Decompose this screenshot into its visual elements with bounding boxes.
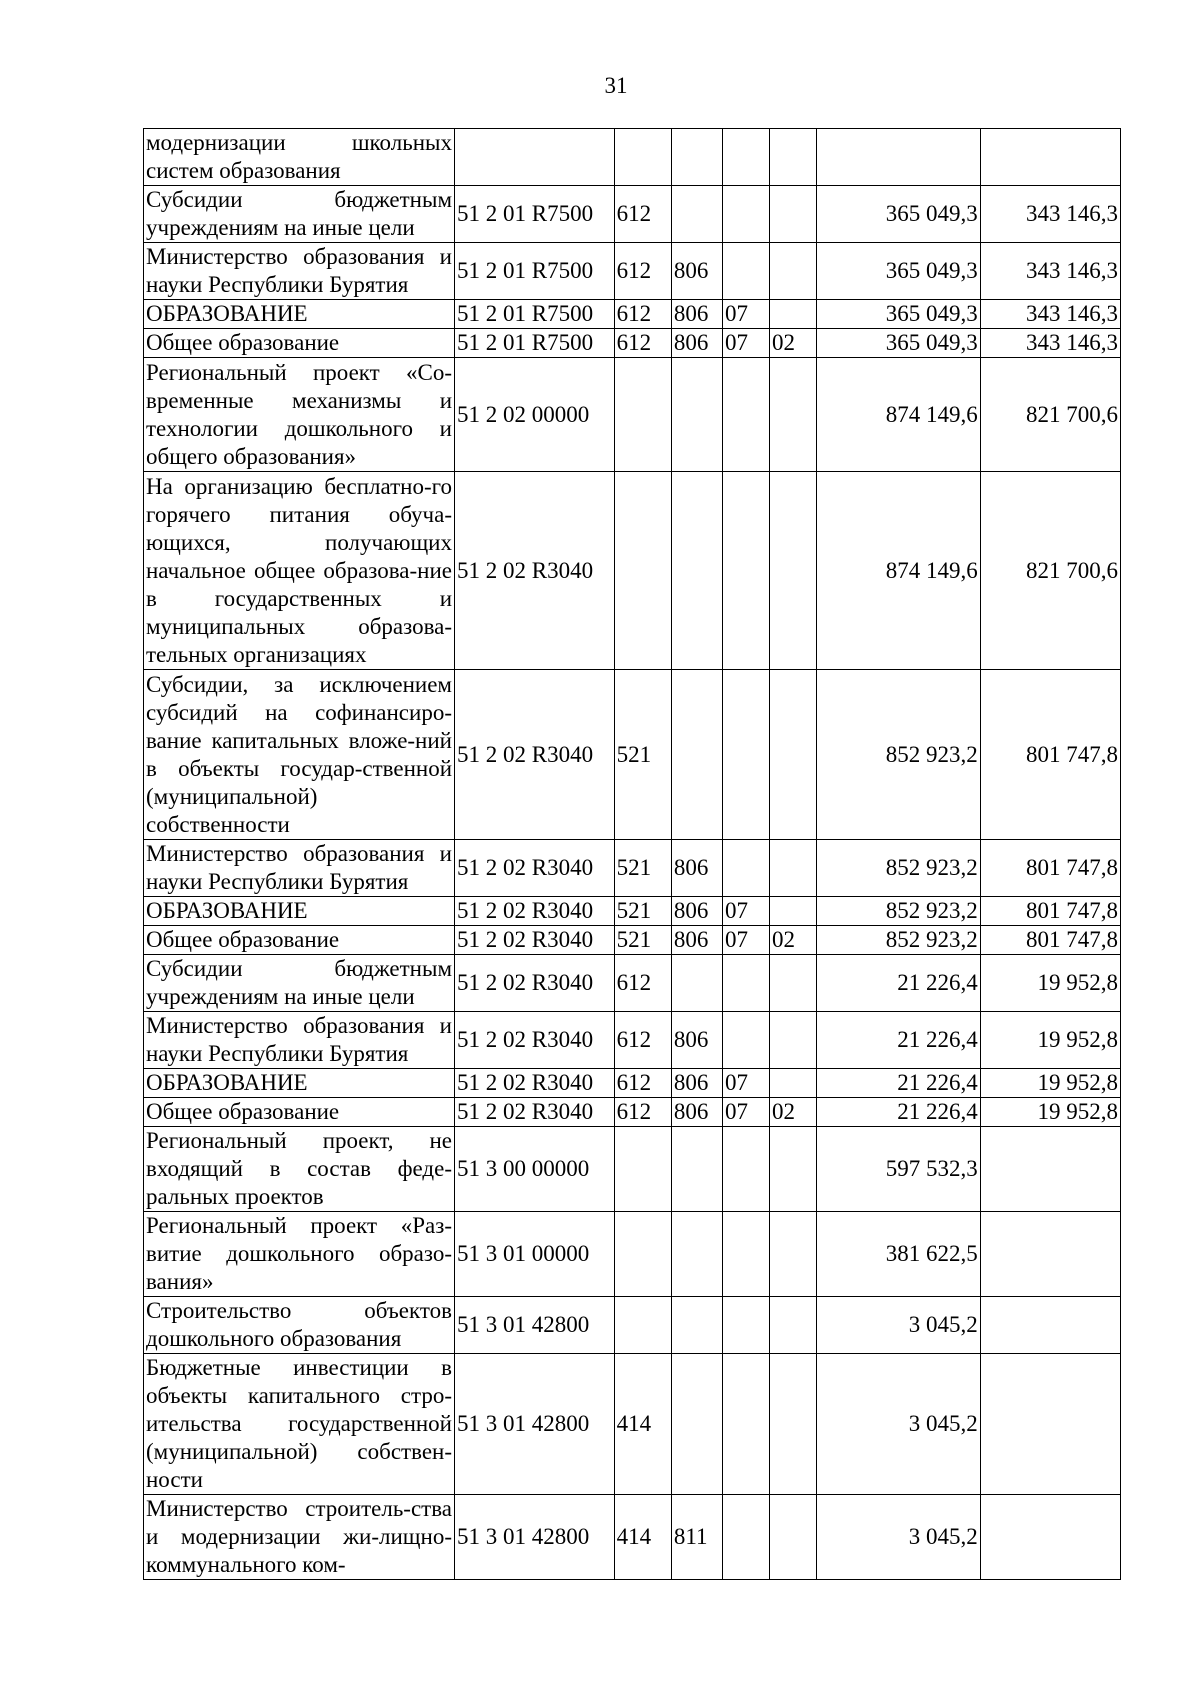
- row-sum-1: 365 049,3: [817, 186, 981, 243]
- row-name: ОБРАЗОВАНИЕ: [144, 1069, 455, 1098]
- table-row: [144, 300, 1121, 329]
- table-row: [144, 1098, 1121, 1127]
- row-sum-2: 343 146,3: [980, 186, 1120, 243]
- row-pr: [770, 1012, 817, 1069]
- row-vr: 612: [614, 300, 671, 329]
- row-vr: [614, 1297, 671, 1354]
- row-grbs: [671, 1212, 722, 1297]
- row-name: Субсидии, за исключением субсидий на софинансиро-вание капитальных вложе-ний в объекты государ-ственной (муниципальной) собственности: [144, 670, 455, 840]
- row-vr: 612: [614, 329, 671, 358]
- row-name: Министерство образования и науки Республики Бурятия: [144, 840, 455, 897]
- row-vr: 521: [614, 840, 671, 897]
- row-vr: 414: [614, 1354, 671, 1495]
- row-grbs: 811: [671, 1495, 722, 1580]
- row-vr: [614, 472, 671, 670]
- row-sum-2: 801 747,8: [980, 897, 1120, 926]
- row-code: 51 2 02 R3040: [455, 926, 615, 955]
- row-code: 51 2 02 R3040: [455, 1098, 615, 1127]
- table-row: [144, 1212, 1121, 1297]
- row-pr: [770, 840, 817, 897]
- row-sum-1: 852 923,2: [817, 926, 981, 955]
- table-row: [144, 1495, 1121, 1580]
- row-sum-1: 365 049,3: [817, 300, 981, 329]
- row-rz: [723, 840, 770, 897]
- row-grbs: [671, 358, 722, 472]
- row-name: На организацию бесплатно-го горячего питания обуча-ющихся, получающих начальное общее образова-ние в государственных и муниципальных образова-тельных организациях: [144, 472, 455, 670]
- row-pr: 02: [770, 329, 817, 358]
- row-pr: [770, 1495, 817, 1580]
- row-code: 51 2 01 R7500: [455, 243, 615, 300]
- row-sum-1: 381 622,5: [817, 1212, 981, 1297]
- row-grbs: [671, 129, 722, 186]
- row-rz: [723, 1354, 770, 1495]
- row-rz: 07: [723, 300, 770, 329]
- row-pr: [770, 1212, 817, 1297]
- row-name: Министерство строитель-ства и модернизации жи-лищно-коммунального ком-: [144, 1495, 455, 1580]
- row-code: 51 2 02 R3040: [455, 840, 615, 897]
- row-sum-1: 3 045,2: [817, 1495, 981, 1580]
- row-vr: [614, 129, 671, 186]
- row-sum-2: 19 952,8: [980, 1098, 1120, 1127]
- row-vr: [614, 1212, 671, 1297]
- page-number: 31: [604, 73, 628, 98]
- table-row: [144, 1012, 1121, 1069]
- row-grbs: 806: [671, 897, 722, 926]
- row-vr: 612: [614, 243, 671, 300]
- row-name: ОБРАЗОВАНИЕ: [144, 897, 455, 926]
- row-pr: [770, 1297, 817, 1354]
- row-sum-1: 21 226,4: [817, 1069, 981, 1098]
- row-sum-1: 852 923,2: [817, 840, 981, 897]
- row-pr: [770, 243, 817, 300]
- row-sum-2: [980, 1127, 1120, 1212]
- row-code: 51 3 01 42800: [455, 1297, 615, 1354]
- row-sum-2: 821 700,6: [980, 358, 1120, 472]
- row-name: Общее образование: [144, 329, 455, 358]
- row-sum-2: 343 146,3: [980, 329, 1120, 358]
- table-row: [144, 926, 1121, 955]
- row-name: Региональный проект «Со-временные механизмы и технологии дошкольного и общего образования»: [144, 358, 455, 472]
- row-rz: 07: [723, 1069, 770, 1098]
- row-sum-1: 21 226,4: [817, 1012, 981, 1069]
- row-sum-1: 365 049,3: [817, 329, 981, 358]
- row-sum-2: 801 747,8: [980, 670, 1120, 840]
- row-name: Субсидии бюджетным учреждениям на иные цели: [144, 186, 455, 243]
- row-rz: 07: [723, 926, 770, 955]
- row-sum-2: 19 952,8: [980, 955, 1120, 1012]
- row-name: ОБРАЗОВАНИЕ: [144, 300, 455, 329]
- row-grbs: [671, 670, 722, 840]
- row-rz: [723, 1127, 770, 1212]
- row-name: Строительство объектов дошкольного образования: [144, 1297, 455, 1354]
- row-code: 51 2 01 R7500: [455, 186, 615, 243]
- row-sum-2: 801 747,8: [980, 840, 1120, 897]
- row-pr: [770, 670, 817, 840]
- row-sum-2: [980, 129, 1120, 186]
- row-grbs: 806: [671, 840, 722, 897]
- row-name: Общее образование: [144, 1098, 455, 1127]
- row-sum-1: [817, 129, 981, 186]
- row-code: 51 3 01 42800: [455, 1495, 615, 1580]
- row-grbs: [671, 955, 722, 1012]
- table-row: [144, 1297, 1121, 1354]
- row-grbs: [671, 1127, 722, 1212]
- row-vr: 414: [614, 1495, 671, 1580]
- row-grbs: 806: [671, 243, 722, 300]
- table-row: [144, 472, 1121, 670]
- row-rz: 07: [723, 897, 770, 926]
- row-vr: 612: [614, 955, 671, 1012]
- table-row: [144, 329, 1121, 358]
- row-code: 51 2 02 R3040: [455, 670, 615, 840]
- table-body: [144, 129, 1121, 1580]
- row-sum-1: 597 532,3: [817, 1127, 981, 1212]
- row-rz: [723, 1495, 770, 1580]
- row-pr: [770, 300, 817, 329]
- table-row: [144, 955, 1121, 1012]
- row-grbs: 806: [671, 300, 722, 329]
- row-sum-1: 874 149,6: [817, 358, 981, 472]
- row-code: 51 3 01 00000: [455, 1212, 615, 1297]
- row-name: Бюджетные инвестиции в объекты капитального стро-ительства государственной (муниципальной) собствен-ности: [144, 1354, 455, 1495]
- row-sum-2: [980, 1495, 1120, 1580]
- row-grbs: 806: [671, 1098, 722, 1127]
- row-vr: 612: [614, 1098, 671, 1127]
- row-sum-2: [980, 1297, 1120, 1354]
- table-row: [144, 897, 1121, 926]
- row-sum-2: 343 146,3: [980, 300, 1120, 329]
- row-code: 51 2 01 R7500: [455, 300, 615, 329]
- row-vr: 612: [614, 186, 671, 243]
- row-sum-2: 821 700,6: [980, 472, 1120, 670]
- row-grbs: [671, 472, 722, 670]
- row-code: 51 2 02 00000: [455, 358, 615, 472]
- row-rz: [723, 243, 770, 300]
- row-sum-1: 3 045,2: [817, 1297, 981, 1354]
- row-sum-1: 365 049,3: [817, 243, 981, 300]
- row-code: 51 2 02 R3040: [455, 1069, 615, 1098]
- row-grbs: [671, 186, 722, 243]
- row-name: Общее образование: [144, 926, 455, 955]
- row-rz: [723, 129, 770, 186]
- row-code: 51 3 01 42800: [455, 1354, 615, 1495]
- row-pr: [770, 1069, 817, 1098]
- table-row: [144, 186, 1121, 243]
- row-name: Субсидии бюджетным учреждениям на иные цели: [144, 955, 455, 1012]
- row-name: Министерство образования и науки Республики Бурятия: [144, 1012, 455, 1069]
- row-code: 51 2 02 R3040: [455, 955, 615, 1012]
- table-row: [144, 1354, 1121, 1495]
- row-vr: 521: [614, 897, 671, 926]
- row-sum-1: 874 149,6: [817, 472, 981, 670]
- row-rz: [723, 1297, 770, 1354]
- row-vr: [614, 1127, 671, 1212]
- row-vr: 521: [614, 926, 671, 955]
- row-grbs: [671, 1297, 722, 1354]
- row-code: 51 2 02 R3040: [455, 897, 615, 926]
- row-sum-2: 801 747,8: [980, 926, 1120, 955]
- table-row: [144, 243, 1121, 300]
- row-vr: 612: [614, 1069, 671, 1098]
- row-sum-1: 852 923,2: [817, 897, 981, 926]
- table-row: [144, 1069, 1121, 1098]
- row-rz: [723, 670, 770, 840]
- row-grbs: [671, 1354, 722, 1495]
- row-pr: 02: [770, 1098, 817, 1127]
- row-sum-2: 19 952,8: [980, 1012, 1120, 1069]
- row-sum-1: 21 226,4: [817, 955, 981, 1012]
- row-name: Региональный проект, не входящий в состав феде-ральных проектов: [144, 1127, 455, 1212]
- row-sum-1: 3 045,2: [817, 1354, 981, 1495]
- row-code: 51 3 00 00000: [455, 1127, 615, 1212]
- row-grbs: 806: [671, 1069, 722, 1098]
- row-pr: [770, 1127, 817, 1212]
- row-sum-1: 21 226,4: [817, 1098, 981, 1127]
- row-grbs: 806: [671, 926, 722, 955]
- row-grbs: 806: [671, 329, 722, 358]
- row-pr: [770, 472, 817, 670]
- row-rz: [723, 472, 770, 670]
- row-sum-2: [980, 1212, 1120, 1297]
- row-rz: [723, 955, 770, 1012]
- row-pr: [770, 897, 817, 926]
- row-pr: [770, 1354, 817, 1495]
- row-pr: 02: [770, 926, 817, 955]
- row-sum-1: 852 923,2: [817, 670, 981, 840]
- table-row: [144, 129, 1121, 186]
- table-row: [144, 670, 1121, 840]
- row-rz: [723, 1212, 770, 1297]
- row-rz: [723, 186, 770, 243]
- row-rz: [723, 1012, 770, 1069]
- table-row: [144, 840, 1121, 897]
- row-sum-2: 19 952,8: [980, 1069, 1120, 1098]
- row-pr: [770, 358, 817, 472]
- table-row: [144, 358, 1121, 472]
- row-name: Министерство образования и науки Республики Бурятия: [144, 243, 455, 300]
- row-code: 51 2 01 R7500: [455, 329, 615, 358]
- row-sum-2: 343 146,3: [980, 243, 1120, 300]
- table-row: [144, 1127, 1121, 1212]
- row-sum-2: [980, 1354, 1120, 1495]
- budget-table: [143, 128, 1121, 1580]
- row-vr: [614, 358, 671, 472]
- row-code: 51 2 02 R3040: [455, 472, 615, 670]
- row-vr: 521: [614, 670, 671, 840]
- row-code: 51 2 02 R3040: [455, 1012, 615, 1069]
- row-code: [455, 129, 615, 186]
- row-rz: 07: [723, 329, 770, 358]
- row-grbs: 806: [671, 1012, 722, 1069]
- row-name: модернизации школьных систем образования: [144, 129, 455, 186]
- row-rz: [723, 358, 770, 472]
- row-name: Региональный проект «Раз-витие дошкольного образо-вания»: [144, 1212, 455, 1297]
- row-vr: 612: [614, 1012, 671, 1069]
- row-pr: [770, 186, 817, 243]
- row-rz: 07: [723, 1098, 770, 1127]
- row-pr: [770, 955, 817, 1012]
- row-pr: [770, 129, 817, 186]
